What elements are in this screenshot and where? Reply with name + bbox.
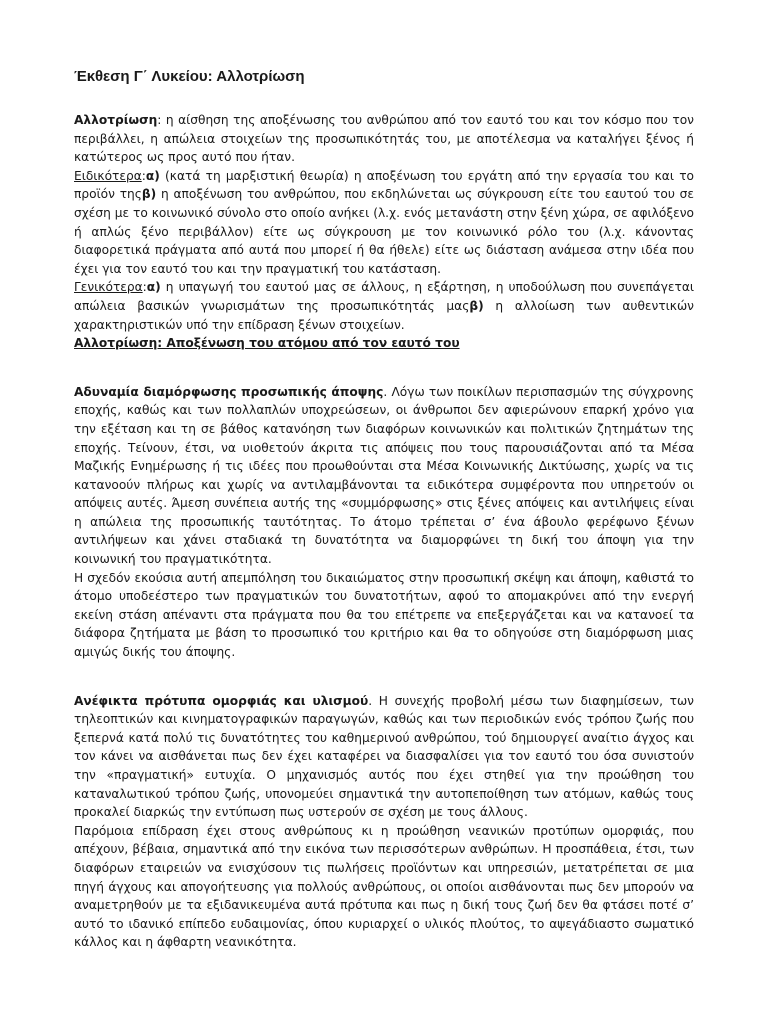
general-label: Γενικότερα xyxy=(74,280,143,295)
definition-text: : η αίσθηση της αποξένωσης του ανθρώπου από τον εαυτό του και τον κόσμο που τον περιβάλλει, η απώλεια στοιχείων της προσωπικότητάς του, με αποτέλεσμα να καταλήγει ξένος ή κατώτερος ως προς αυτό που ήταν. xyxy=(74,113,694,165)
point2-heading: Ανέφικτα πρότυπα ομορφιάς και υλισμού xyxy=(74,693,369,708)
point1-paragraph-2: Η σχεδόν εκούσια αυτή απεμπόληση του δικαιώματος στην προσωπική σκέψη και άποψη, καθιστά το άτομο υποδεέστερο των πραγματικών του δυνατοτήτων, αφού το απομακρύνει από την ενεργή εκείνη στάση απέναντι στα πράγματα που θα του επέτρεπε να επεξεργάζεται και να κατανοεί τα διάφορα ζητήματα με βάση το προσωπικό του κριτήριο και θα το οδηγούσε στη διαμόρφωση μιας αμιγώς δικής του άποψης. xyxy=(74,570,694,660)
general-a-text: η υπαγωγή του εαυτού μας σε άλλους, η εξάρτηση, η υποδούλωση που συνεπάγεται απώλεια βασικών γνωρισμάτων της προσωπικότητάς μας xyxy=(74,280,694,313)
point1-text: . Λόγω των ποικίλων περισπασμών της σύγχρονης εποχής, καθώς και των πολλαπλών υποχρεώσεων, οι άνθρωποι δεν αφιερώνουν επαρκή χρόνο για την εξέταση και τη σε βάθος κατανόηση των διαφόρων κοινωνικών και πολιτικών ζητημάτων της εποχής. Τείνουν, έτσι, να υιοθετούν άκριτα τις απόψεις που τους παρουσιάζονται από τα Μέσα Μαζικής Ενημέρωσης ή τις ιδέες που προωθούνται στα Μέσα Κοινωνικής Δικτύωσης, χωρίς να τις κατανοούν πλήρως και χωρίς να αντιλαμβάνονται τα ειδικότερα συμφέροντα που υπηρετούν οι απόψεις αυτές. Άμεση συνέπεια αυτής της «συμμόρφωσης» στις ξένες απόψεις και αντιλήψεις είναι η απώλεια της προσωπικής ταυτότητας. Το άτομο τρέπεται σ’ ένα άβουλο φερέφωνο ξένων αντιλήψεων και χάνει σταδιακά τη δυνατότητα να διαμορφώνει τη δική του άποψη για την κοινωνική του πραγματικότητα. xyxy=(74,384,694,567)
specific-a-marker: α) xyxy=(145,168,160,183)
section-heading: Αλλοτρίωση: Αποξένωση του ατόμου από τον εαυτό του xyxy=(74,336,460,351)
definition-term: Αλλοτρίωση xyxy=(74,113,158,127)
general-b-text: η αλλοίωση των αυθεντικών χαρακτηριστικών υπό την επίδραση ξένων στοιχείων. xyxy=(74,298,694,332)
point2-paragraph-2: Παρόμοια επίδραση έχει στους ανθρώπους κι η προώθηση νεανικών προτύπων ομορφιάς, που απέχουν, βέβαια, σημαντικά από την εικόνα των περισσότερων ανθρώπων. Η προσπάθεια, έτσι, των διαφόρων εταιρειών να ενισχύσουν τις πωλήσεις προϊόντων και υπηρεσιών, μετατρέπεται σε μια πηγή άγχους και απογοήτευσης για πολλούς ανθρώπους, οι οποίοι αισθάνονται πως δεν μπορούν να αναμετρηθούν με τα εξιδανικευμένα αυτά πρότυπα και πως η δική τους ζωή δεν θα φτάσει ποτέ σ’ αυτό το ιδανικό επίπεδο ευδαιμονίας, όπου κυριαρχεί ο υλικός πλούτος, το αψεγάδιαστο σωματικό κάλλος και η άφθαρτη νεανικότητα. xyxy=(74,823,694,950)
point2-text: . Η συνεχής προβολή μέσω των διαφημίσεων, των τηλεοπτικών και κινηματογραφικών παραγωγών, καθώς και των περιοδικών ενός τρόπου ζωής που ξεπερνά κατά πολύ τις δυνατότητες του καθημερινού ανθρώπου, τού δημιουργεί αναίτιο άγχος και τον κάνει να αισθάνεται πως δεν έχει καταφέρει να διασφαλίσει για τον εαυτό του όσα συνιστούν την «πραγματική» ευτυχία. Ο μηχανισμός αυτός που έχει στηθεί για την προώθηση του καταναλωτικού τρόπου ζωής, υπονομεύει σημαντικά την αυτοπεποίθηση των ατόμων, καθώς τους προκαλεί διαρκώς την εντύπωση πως υστερούν σε σχέση με τους άλλους. xyxy=(74,693,694,820)
specific-paragraph: Ειδικότερα:α) (κατά τη μαρξιστική θεωρία) η αποξένωση του εργάτη από την εργασία του και το προϊόν τηςβ) η αποξένωση του ανθρώπου, που εκδηλώνεται ως σύγκρουση είτε του εαυτού του σε σχέση με το κοινωνικό σύνολο στο οποίο ανήκει (λ.χ. ενός μετανάστη στην ξένη χώρα, σε αφιλόξενο ή απλώς ξένο περιβάλλον) είτε ως σύγκρουση με τον κοινωνικό ρόλο του (λ.χ. κάνοντας διαφορετικά πράγματα από αυτά που μπορεί ή θα ήθελε) είτε ως διάσταση ανάμεσα στην ιδέα που έχει για τον εαυτό του και την πραγματική του κατάσταση. xyxy=(74,168,694,276)
general-paragraph: Γενικότερα:α) η υπαγωγή του εαυτού μας σε άλλους, η εξάρτηση, η υποδούλωση που συνεπάγεται απώλεια βασικών γνωρισμάτων της προσωπικότητάς μαςβ) η αλλοίωση των αυθεντικών χαρακτηριστικών υπό την επίδραση ξένων στοιχείων. xyxy=(74,280,694,332)
specific-label: Ειδικότερα xyxy=(74,168,142,183)
general-a-marker: α) xyxy=(146,280,161,295)
general-b-marker: β) xyxy=(469,298,484,313)
specific-b-text: η αποξένωση του ανθρώπου, που εκδηλώνεται ως σύγκρουση είτε του εαυτού του σε σχέση με το κοινωνικό σύνολο στο οποίο ανήκει (λ.χ. ενός μετανάστη στην ξένη χώρα, σε αφιλόξενο ή απλώς ξένο περιβάλλον) είτε ως σύγκρουση με τον κοινωνικό ρόλο του (λ.χ. κάνοντας διαφορετικά πράγματα από αυτά που μπορεί ή θα ήθελε) είτε ως διάσταση ανάμεσα στην ιδέα που έχει για τον εαυτό του και την πραγματική του κατάσταση. xyxy=(74,187,694,276)
point1-heading: Αδυναμία διαμόρφωσης προσωπικής άποψης xyxy=(74,384,384,399)
specific-b-marker: β) xyxy=(141,187,157,202)
definition-paragraph xyxy=(74,111,694,167)
point1-paragraph xyxy=(74,383,694,569)
point2-paragraph xyxy=(74,692,694,822)
document-title: Έκθεση Γ΄ Λυκείου: Αλλοτρίωση xyxy=(74,68,305,85)
specific-a-text: (κατά τη μαρξιστική θεωρία) η αποξένωση του εργάτη από την εργασία του και το προϊόν της xyxy=(74,168,694,202)
